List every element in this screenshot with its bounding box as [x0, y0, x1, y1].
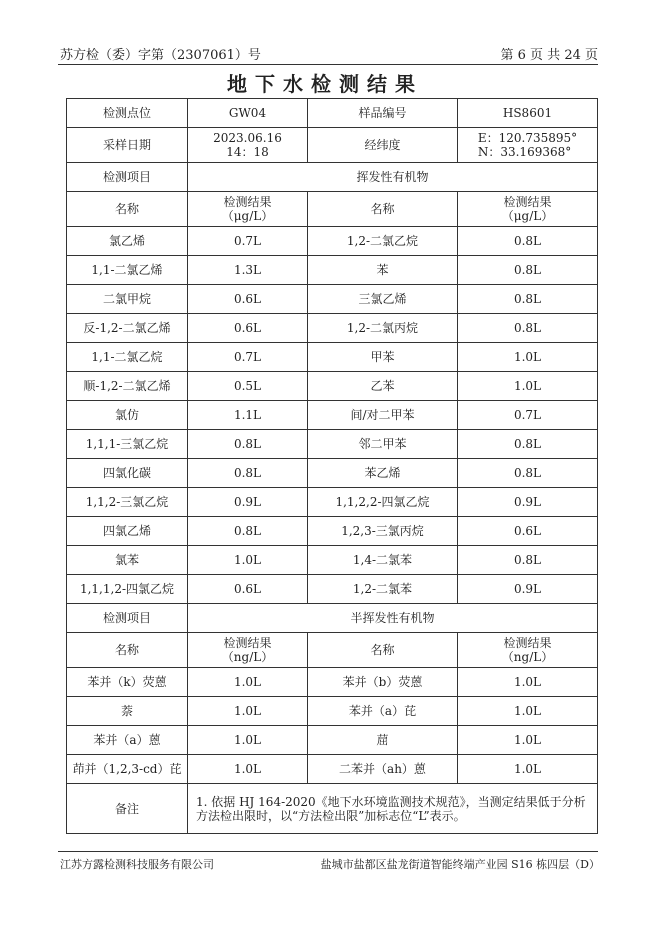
compound-name: 四氯乙烯: [67, 517, 188, 546]
svoc-name-header-1: 名称: [67, 633, 188, 668]
compound-name: 顺-1,2-二氯乙烯: [67, 372, 188, 401]
voc-name-header-1: 名称: [67, 192, 188, 227]
compound-name: 1,1,2-三氯乙烷: [67, 488, 188, 517]
svoc-result-title-2: 检测结果: [503, 636, 552, 650]
voc-category-row: [67, 163, 598, 192]
compound-name: 苯并（k）荧蒽: [67, 668, 188, 697]
compound-result: 0.8L: [188, 517, 308, 546]
compound-name: 1,2-二氯乙烷: [308, 227, 458, 256]
compound-result: 1.0L: [458, 755, 598, 784]
voc-row: [67, 227, 598, 256]
svoc-unit-2: （ng/L）: [501, 650, 554, 664]
coord-label: 经纬度: [308, 128, 458, 163]
company-address: 盐城市盐都区盐龙街道智能终端产业园 S16 栋四层（D）: [320, 858, 600, 871]
compound-result: 0.6L: [458, 517, 598, 546]
compound-name: 1,1-二氯乙烯: [67, 256, 188, 285]
svoc-result-header-2: [458, 633, 598, 668]
voc-result-title-2: 检测结果: [503, 195, 552, 209]
point-value: GW04: [188, 99, 308, 128]
page-info: 第 6 页 共 24 页: [500, 48, 598, 63]
compound-result: 1.0L: [188, 668, 308, 697]
coord-values: [458, 128, 598, 163]
remark-label: 备注: [67, 784, 188, 834]
compound-result: 0.8L: [458, 256, 598, 285]
compound-name: 苯: [308, 256, 458, 285]
voc-row: [67, 285, 598, 314]
voc-row: [67, 575, 598, 604]
compound-result: 0.6L: [188, 285, 308, 314]
compound-result: 0.8L: [458, 314, 598, 343]
compound-name: 1,2-二氯丙烷: [308, 314, 458, 343]
voc-row: [67, 488, 598, 517]
svoc-category: 半挥发性有机物: [188, 604, 598, 633]
compound-name: 1,2,3-三氯丙烷: [308, 517, 458, 546]
longitude: E：120.735895°: [477, 131, 578, 145]
voc-row: [67, 430, 598, 459]
compound-result: 0.8L: [458, 285, 598, 314]
page-title: 地下水检测结果: [227, 72, 423, 96]
voc-row: [67, 517, 598, 546]
compound-result: 1.3L: [188, 256, 308, 285]
compound-name: 1,1-二氯乙烷: [67, 343, 188, 372]
compound-result: 0.9L: [188, 488, 308, 517]
svoc-row: [67, 755, 598, 784]
compound-name: 1,1,2,2-四氯乙烷: [308, 488, 458, 517]
voc-item-label: 检测项目: [67, 163, 188, 192]
svoc-result-header-1: [188, 633, 308, 668]
compound-result: 1.0L: [188, 726, 308, 755]
date-time: [188, 128, 308, 163]
compound-name: 氯苯: [67, 546, 188, 575]
compound-name: 苯乙烯: [308, 459, 458, 488]
compound-result: 0.5L: [188, 372, 308, 401]
compound-result: 0.7L: [458, 401, 598, 430]
voc-row: [67, 401, 598, 430]
remark-text: 1. 依据 HJ 164-2020《地下水环境监测技术规范》，当测定结果低于分析方法检出限时，以“方法检出限”加标志位“L”表示。: [188, 784, 598, 834]
voc-row: [67, 459, 598, 488]
voc-result-header-2: [458, 192, 598, 227]
compound-name: 反-1,2-二氯乙烯: [67, 314, 188, 343]
compound-result: 0.8L: [458, 459, 598, 488]
svoc-name-header-2: 名称: [308, 633, 458, 668]
point-label: 检测点位: [67, 99, 188, 128]
sample-value: HS8601: [458, 99, 598, 128]
date-value: 2023.06.16: [213, 131, 282, 145]
compound-result: 0.8L: [188, 459, 308, 488]
compound-name: 甲苯: [308, 343, 458, 372]
voc-header-row: [67, 192, 598, 227]
report-number: 苏方检（委）字第（2307061）号: [60, 48, 261, 63]
compound-name: 乙苯: [308, 372, 458, 401]
svoc-item-label: 检测项目: [67, 604, 188, 633]
compound-result: 0.7L: [188, 343, 308, 372]
svoc-row: [67, 726, 598, 755]
voc-row: [67, 546, 598, 575]
compound-name: 三氯乙烯: [308, 285, 458, 314]
voc-category: 挥发性有机物: [188, 163, 598, 192]
compound-result: 0.9L: [458, 488, 598, 517]
compound-result: 0.6L: [188, 575, 308, 604]
compound-result: 1.0L: [458, 343, 598, 372]
compound-result: 1.0L: [458, 372, 598, 401]
date-label: 采样日期: [67, 128, 188, 163]
compound-name: 苯并（a）蒽: [67, 726, 188, 755]
compound-name: 二氯甲烷: [67, 285, 188, 314]
voc-row: [67, 314, 598, 343]
footer-divider: [58, 851, 598, 852]
svoc-category-row: [67, 604, 598, 633]
compound-name: 1,1,1-三氯乙烷: [67, 430, 188, 459]
info-row-date: [67, 128, 598, 163]
header-divider: [58, 64, 598, 65]
compound-name: 苯并（a）芘: [308, 697, 458, 726]
remark-row: [67, 784, 598, 834]
compound-name: 二苯并（ah）蒽: [308, 755, 458, 784]
compound-result: 0.8L: [188, 430, 308, 459]
voc-result-header-1: [188, 192, 308, 227]
svoc-row: [67, 668, 598, 697]
compound-result: 1.1L: [188, 401, 308, 430]
compound-result: 1.0L: [188, 697, 308, 726]
svoc-row: [67, 697, 598, 726]
svoc-header-row: [67, 633, 598, 668]
info-row-point: [67, 99, 598, 128]
compound-result: 0.9L: [458, 575, 598, 604]
time-value: 14：18: [226, 145, 269, 159]
compound-result: 1.0L: [458, 726, 598, 755]
latitude: N：33.169368°: [477, 145, 572, 159]
compound-name: 邻二甲苯: [308, 430, 458, 459]
voc-name-header-2: 名称: [308, 192, 458, 227]
voc-row: [67, 372, 598, 401]
compound-result: 0.8L: [458, 430, 598, 459]
voc-row: [67, 343, 598, 372]
compound-name: 1,1,1,2-四氯乙烷: [67, 575, 188, 604]
compound-name: 间/对二甲苯: [308, 401, 458, 430]
compound-result: 0.8L: [458, 546, 598, 575]
compound-result: 0.7L: [188, 227, 308, 256]
company-name: 江苏方露检测科技服务有限公司: [60, 858, 214, 871]
compound-result: 1.0L: [458, 697, 598, 726]
compound-result: 1.0L: [188, 546, 308, 575]
compound-result: 0.6L: [188, 314, 308, 343]
compound-name: 苯并（b）荧蒽: [308, 668, 458, 697]
compound-name: 䓛: [308, 726, 458, 755]
compound-name: 氯仿: [67, 401, 188, 430]
compound-result: 1.0L: [458, 668, 598, 697]
voc-unit-1: （μg/L）: [221, 209, 274, 223]
compound-name: 1,2-二氯苯: [308, 575, 458, 604]
compound-name: 1,4-二氯苯: [308, 546, 458, 575]
voc-result-title-1: 检测结果: [223, 195, 272, 209]
compound-name: 茚并（1,2,3-cd）芘: [67, 755, 188, 784]
compound-result: 0.8L: [458, 227, 598, 256]
compound-result: 1.0L: [188, 755, 308, 784]
svoc-result-title-1: 检测结果: [223, 636, 272, 650]
compound-name: 氯乙烯: [67, 227, 188, 256]
sample-label: 样品编号: [308, 99, 458, 128]
svoc-unit-1: （ng/L）: [221, 650, 274, 664]
results-table: [66, 98, 598, 834]
compound-name: 萘: [67, 697, 188, 726]
voc-unit-2: （μg/L）: [501, 209, 554, 223]
compound-name: 四氯化碳: [67, 459, 188, 488]
voc-row: [67, 256, 598, 285]
